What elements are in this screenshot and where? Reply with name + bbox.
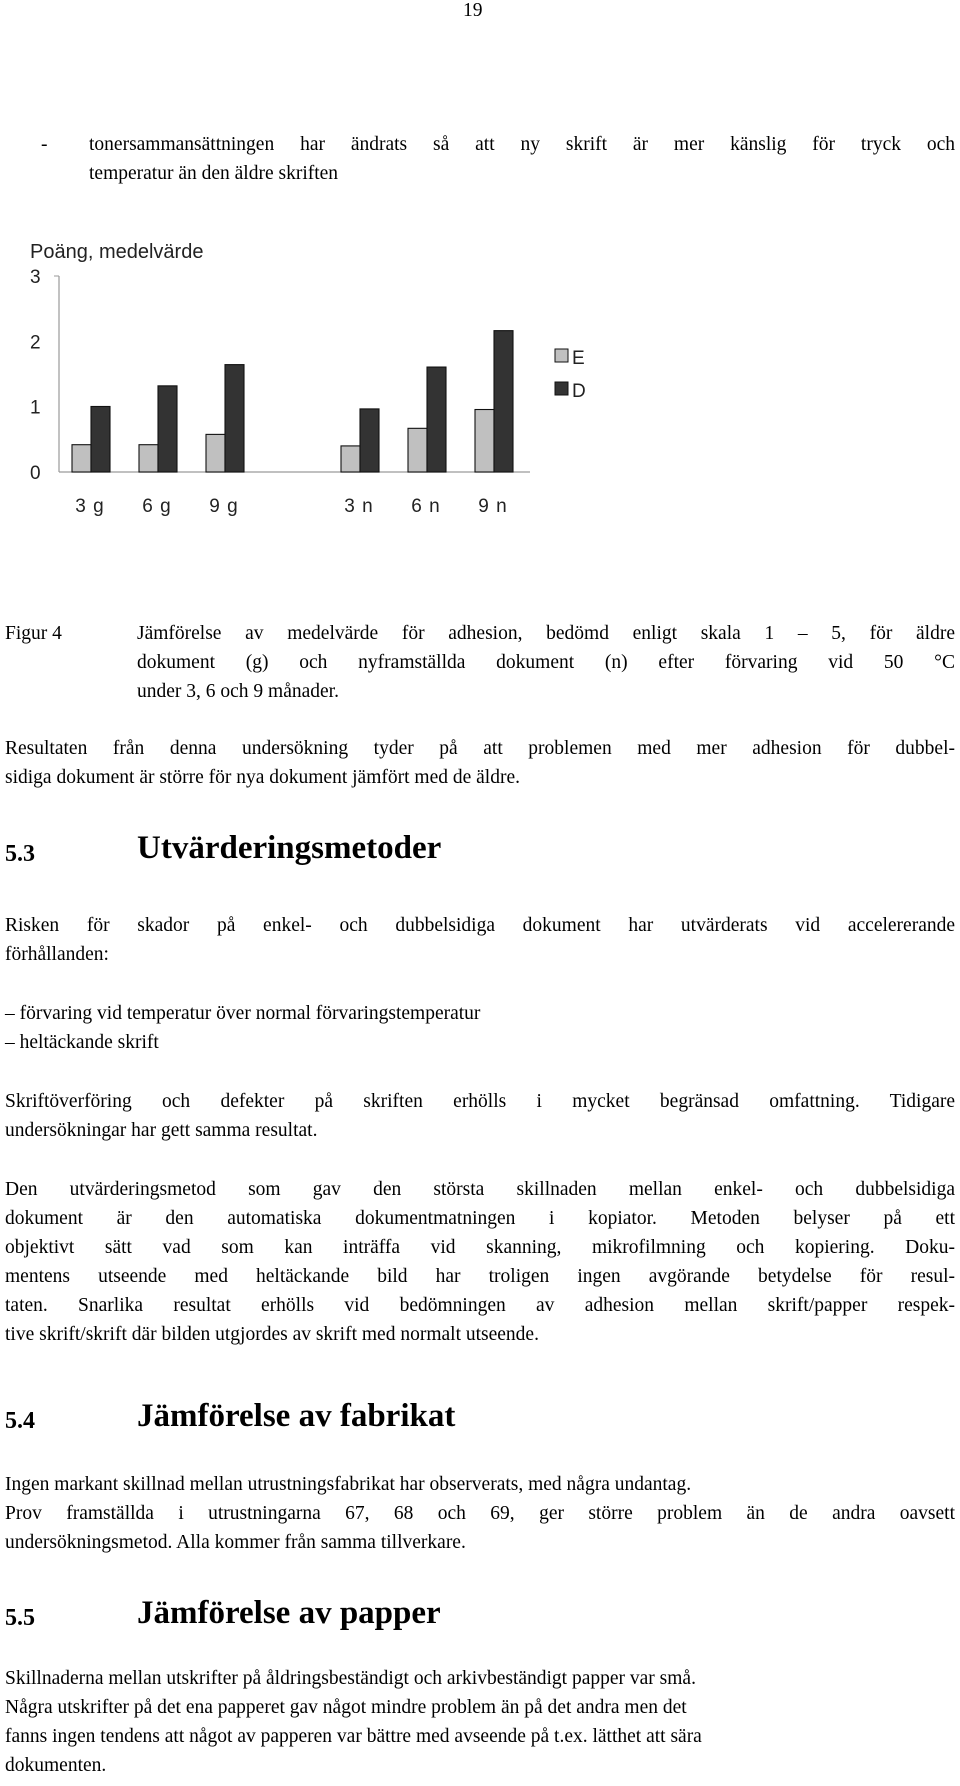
caption-line: dokument (g) och nyframställda dokument (n) efter förvaring vid 50 °C	[137, 652, 955, 673]
text-line: temperatur än den äldre skriften	[89, 163, 339, 184]
section-number: 5.5	[5, 1605, 35, 1631]
text-line: mentens utseende med heltäckande bild har troligen ingen avgörande betydelse för resul-	[5, 1266, 955, 1287]
y-tick-label: 1	[30, 397, 41, 419]
text-line: Ingen markant skillnad mellan utrustningsfabrikat har observerats, med några undantag.	[5, 1474, 692, 1495]
text-line: taten. Snarlika resultat erhölls vid bedömningen av adhesion mellan skrift/papper respek-	[5, 1295, 955, 1316]
text-line: Den utvärderingsmetod som gav den största skillnaden mellan enkel- och dubbelsidiga	[5, 1179, 955, 1200]
chart-title: Poäng, medelvärde	[30, 241, 204, 263]
text-line: objektivt sätt vad som kan inträffa vid skanning, mikrofilmning och kopiering. Doku-	[5, 1237, 955, 1258]
section-number: 5.3	[5, 841, 35, 867]
x-tick-label: 6 g	[142, 496, 172, 517]
bar-D	[494, 331, 513, 472]
chart	[0, 267, 960, 590]
list-item: – heltäckande skrift	[5, 1032, 159, 1053]
bullet-marker: -	[41, 134, 48, 155]
chart-legend	[555, 348, 586, 402]
figure-caption	[137, 619, 955, 706]
chart-axes	[54, 276, 530, 472]
section-number: 5.4	[5, 1408, 35, 1434]
y-tick-label: 2	[30, 332, 41, 354]
result-paragraph	[5, 734, 955, 792]
list-item: – förvaring vid temperatur över normal förvaringstemperatur	[5, 1003, 481, 1024]
bar-D	[158, 386, 177, 472]
text-line: sidiga dokument är större för nya dokument jämfört med de äldre.	[5, 767, 520, 788]
x-tick-label: 6 n	[411, 496, 441, 517]
section-5-3-para3	[5, 1175, 955, 1349]
text-line: dokumenten.	[5, 1755, 107, 1776]
bar-E	[341, 446, 360, 472]
bar-E	[206, 434, 225, 472]
text-line: Skriftöverföring och defekter på skriften erhölls i mycket begränsad omfattning. Tidigare	[5, 1091, 955, 1112]
x-tick-label: 3 g	[75, 496, 105, 517]
legend-swatch	[555, 349, 568, 362]
x-tick-label: 9 g	[209, 496, 239, 517]
text-line: Risken för skador på enkel- och dubbelsidiga dokument har utvärderats vid accelererande	[5, 915, 955, 936]
text-line: fanns ingen tendens att något av papperen var bättre med avseende på t.ex. lätthet att sära	[5, 1726, 702, 1747]
bar-E	[475, 410, 494, 472]
section-5-3-intro	[5, 911, 955, 969]
x-tick-label: 3 n	[344, 496, 374, 517]
intro-bullet-text	[89, 130, 955, 188]
section-5-4-body	[5, 1470, 955, 1557]
bar-D	[427, 367, 446, 472]
text-line: undersökningar har gett samma resultat.	[5, 1120, 318, 1141]
text-line: Skillnaderna mellan utskrifter på åldringsbeständigt och arkivbeständigt papper var små.	[5, 1668, 696, 1689]
chart-bars	[72, 331, 513, 472]
text-line: förhållanden:	[5, 944, 109, 965]
bar-E	[72, 445, 91, 472]
bar-D	[91, 406, 110, 472]
text-line: undersökningsmetod. Alla kommer från samma tillverkare.	[5, 1532, 466, 1553]
section-title: Utvärderingsmetoder	[137, 830, 442, 866]
bar-E	[408, 428, 427, 472]
y-tick-label: 0	[30, 463, 41, 484]
section-title: Jämförelse av papper	[137, 1595, 441, 1631]
caption-line: Jämförelse av medelvärde för adhesion, bedömd enligt skala 1 – 5, för äldre	[137, 623, 955, 644]
bar-E	[139, 445, 158, 472]
figure-label: Figur 4	[5, 623, 62, 644]
section-5-3-list	[5, 999, 955, 1057]
section-5-3-para2	[5, 1087, 955, 1145]
bar-D	[225, 365, 244, 472]
section-5-5-body	[5, 1664, 955, 1780]
bar-D	[360, 409, 379, 472]
caption-line: under 3, 6 och 9 månader.	[137, 681, 339, 702]
text-line: Resultaten från denna undersökning tyder på att problemen med mer adhesion för dubbel-	[5, 738, 955, 759]
text-line: dokument är den automatiska dokumentmatningen i kopiator. Metoden belyser på ett	[5, 1208, 955, 1229]
text-line: tonersammansättningen har ändrats så att ny skrift är mer känslig för tryck och	[89, 134, 955, 155]
legend-label: E	[572, 348, 585, 369]
text-line: tive skrift/skrift där bilden utgjordes av skrift med normalt utseende.	[5, 1324, 539, 1345]
page-number: 19	[463, 0, 483, 21]
legend-swatch	[555, 382, 568, 395]
text-line: Några utskrifter på det ena papperet gav något mindre problem än på det andra men det	[5, 1697, 687, 1718]
legend-label: D	[572, 381, 586, 402]
x-tick-label: 9 n	[478, 496, 508, 517]
text-line: Prov framställda i utrustningarna 67, 68 och 69, ger större problem än de andra oavsett	[5, 1503, 955, 1524]
section-title: Jämförelse av fabrikat	[137, 1398, 456, 1434]
y-tick-label: 3	[30, 267, 41, 288]
